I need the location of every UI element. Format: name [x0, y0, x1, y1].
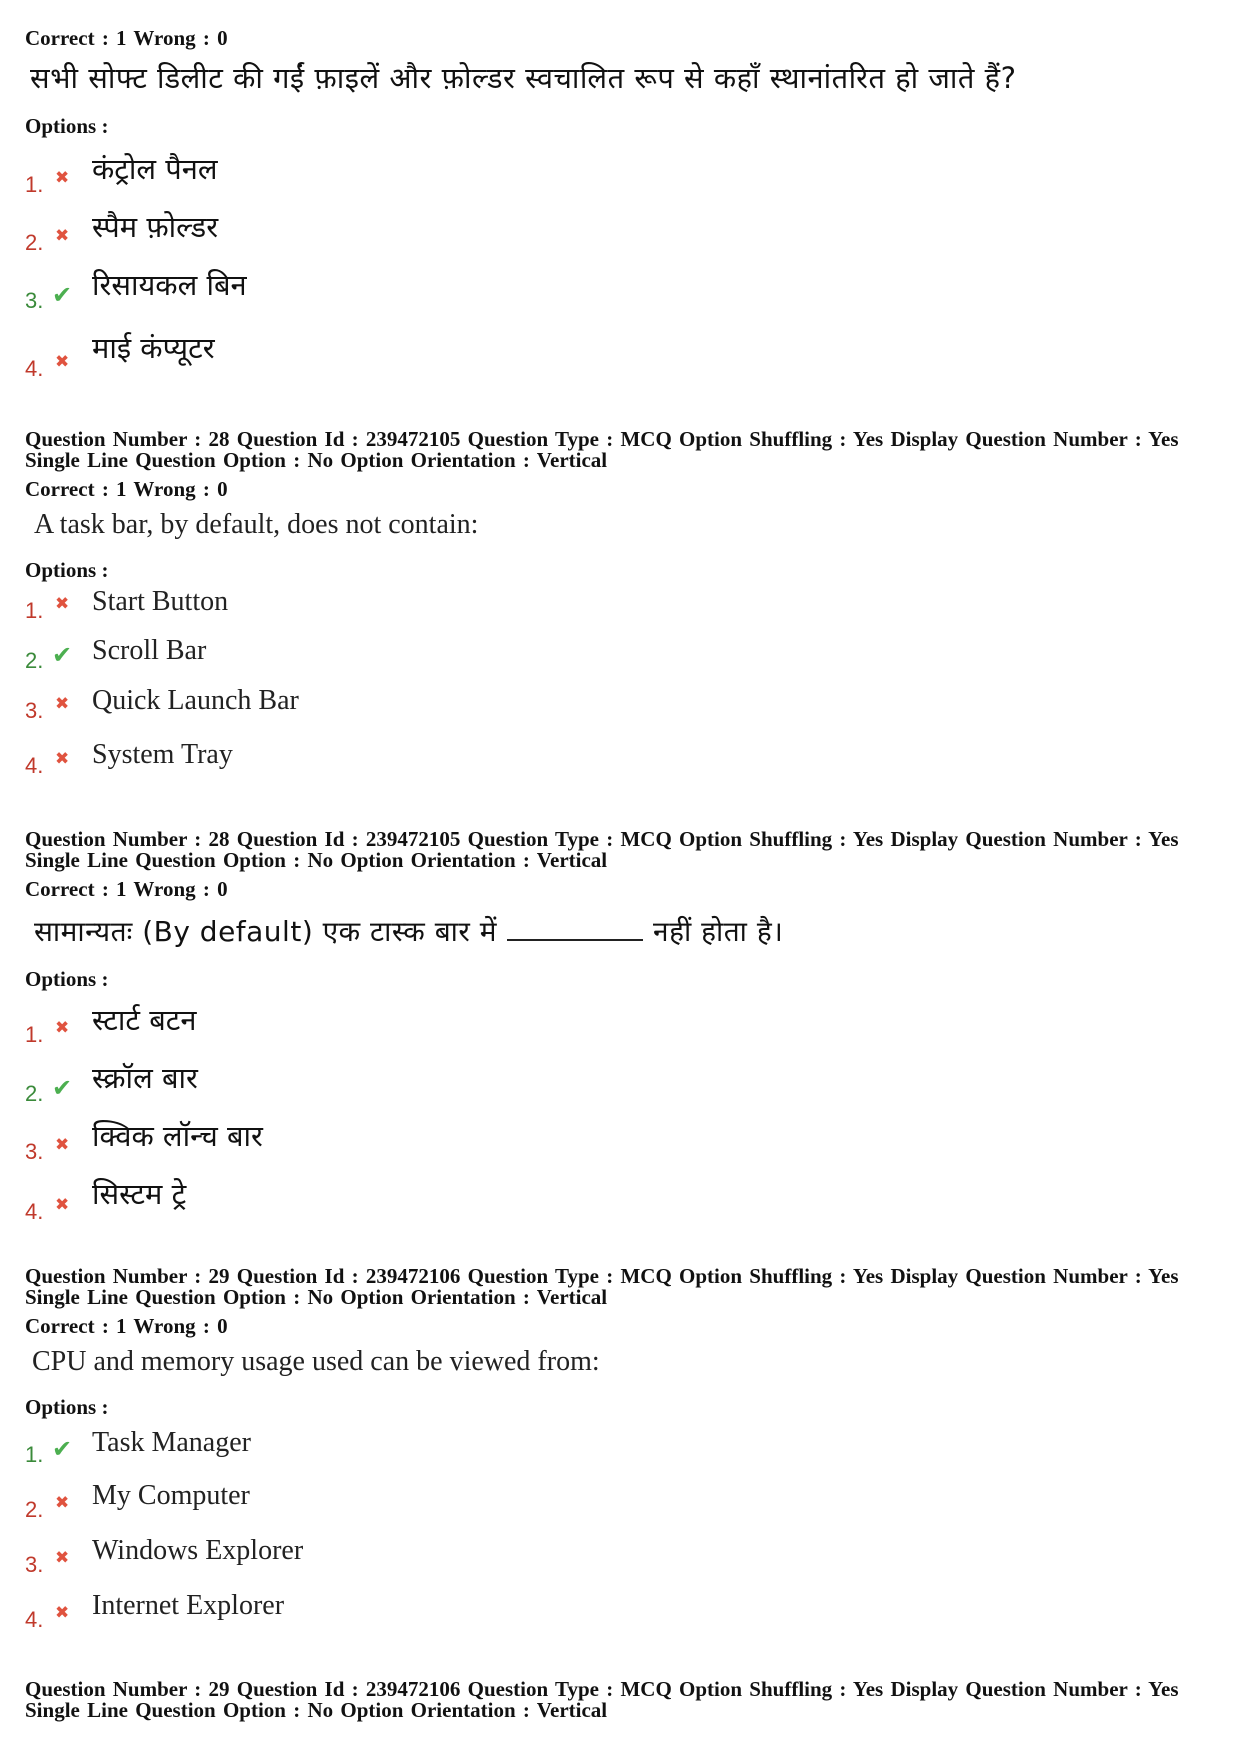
option-number: 1.: [25, 598, 44, 623]
options-label: Options :: [25, 114, 109, 138]
check-mark-icon: ✔: [52, 1074, 73, 1102]
question-meta-line: Single Line Question Option : No Option Orientation : Vertical: [25, 1698, 608, 1722]
cross-mark-icon: ✖: [55, 694, 70, 714]
option-text: माई कंप्यूटर: [92, 331, 215, 365]
question-text-english: CPU and memory usage used can be viewed from:: [32, 1346, 600, 1377]
cross-mark-icon: ✖: [55, 1548, 70, 1568]
check-mark-icon: ✔: [52, 281, 73, 309]
option-number: 1.: [25, 172, 44, 197]
option-text: Scroll Bar: [92, 635, 207, 666]
fill-in-blank: [507, 917, 643, 941]
option-text: क्विक लॉन्च बार: [92, 1119, 263, 1153]
options-label: Options :: [25, 558, 109, 582]
option-number: 3.: [25, 288, 44, 313]
option-number: 1.: [25, 1442, 44, 1467]
question-text-after-blank: नहीं होता है।: [653, 915, 784, 948]
option-text: Internet Explorer: [92, 1590, 285, 1621]
option-text: System Tray: [92, 739, 233, 770]
option-number: 2.: [25, 648, 44, 673]
correct-wrong-score: Correct : 1 Wrong : 0: [25, 477, 228, 501]
correct-wrong-score: Correct : 1 Wrong : 0: [25, 1314, 228, 1338]
option-number: 4.: [25, 753, 44, 778]
cross-mark-icon: ✖: [55, 1493, 70, 1513]
cross-mark-icon: ✖: [55, 1018, 70, 1038]
question-text-hindi: सभी सोफ्ट डिलीट की गईं फ़ाइलें और फ़ोल्डर स्वचालित रूप से कहाँ स्थानांतरित हो जाते हैं?: [30, 61, 1017, 95]
options-label: Options :: [25, 1395, 109, 1419]
option-text: Start Button: [92, 586, 229, 617]
question-text-english: A task bar, by default, does not contain:: [34, 509, 479, 540]
check-mark-icon: ✔: [52, 641, 73, 669]
cross-mark-icon: ✖: [55, 1195, 70, 1215]
option-text: My Computer: [92, 1480, 250, 1511]
question-text-hindi: [34, 914, 783, 950]
option-text: Quick Launch Bar: [92, 685, 299, 716]
question-meta-line: Single Line Question Option : No Option Orientation : Vertical: [25, 1285, 608, 1309]
question-meta-line: Question Number : 28 Question Id : 239472105 Question Type : MCQ Option Shuffling : Yes Display Question Number : Yes: [25, 427, 1179, 451]
cross-mark-icon: ✖: [55, 1135, 70, 1155]
option-number: 3.: [25, 698, 44, 723]
cross-mark-icon: ✖: [55, 749, 70, 769]
option-number: 4.: [25, 1199, 44, 1224]
option-text: Task Manager: [92, 1427, 251, 1458]
option-number: 2.: [25, 230, 44, 255]
question-meta-line: Question Number : 29 Question Id : 239472106 Question Type : MCQ Option Shuffling : Yes Display Question Number : Yes: [25, 1264, 1179, 1288]
cross-mark-icon: ✖: [55, 226, 70, 246]
option-number: 3.: [25, 1139, 44, 1164]
cross-mark-icon: ✖: [55, 1603, 70, 1623]
question-meta-line: Single Line Question Option : No Option Orientation : Vertical: [25, 448, 608, 472]
option-number: 2.: [25, 1081, 44, 1106]
option-number: 4.: [25, 1607, 44, 1632]
option-text: स्टार्ट बटन: [92, 1003, 197, 1037]
option-text: स्क्रॉल बार: [92, 1061, 198, 1095]
option-text: कंट्रोल पैनल: [92, 152, 218, 186]
cross-mark-icon: ✖: [55, 594, 70, 614]
option-text: स्पैम फ़ोल्डर: [92, 210, 219, 244]
option-text: Windows Explorer: [92, 1535, 304, 1566]
question-meta-line: Question Number : 28 Question Id : 239472105 Question Type : MCQ Option Shuffling : Yes Display Question Number : Yes: [25, 827, 1179, 851]
option-number: 1.: [25, 1022, 44, 1047]
cross-mark-icon: ✖: [55, 168, 70, 188]
option-number: 4.: [25, 356, 44, 381]
question-meta-line: Question Number : 29 Question Id : 239472106 Question Type : MCQ Option Shuffling : Yes Display Question Number : Yes: [25, 1677, 1179, 1701]
options-label: Options :: [25, 967, 109, 991]
question-text-before-blank: सामान्यतः (By default) एक टास्क बार में: [34, 915, 498, 948]
option-text: सिस्टम ट्रे: [92, 1177, 187, 1211]
cross-mark-icon: ✖: [55, 352, 70, 372]
check-mark-icon: ✔: [52, 1435, 73, 1463]
correct-wrong-score: Correct : 1 Wrong : 0: [25, 26, 228, 50]
option-text: रिसायकल बिन: [92, 268, 247, 302]
option-number: 3.: [25, 1552, 44, 1577]
question-meta-line: Single Line Question Option : No Option Orientation : Vertical: [25, 848, 608, 872]
option-number: 2.: [25, 1497, 44, 1522]
correct-wrong-score: Correct : 1 Wrong : 0: [25, 877, 228, 901]
